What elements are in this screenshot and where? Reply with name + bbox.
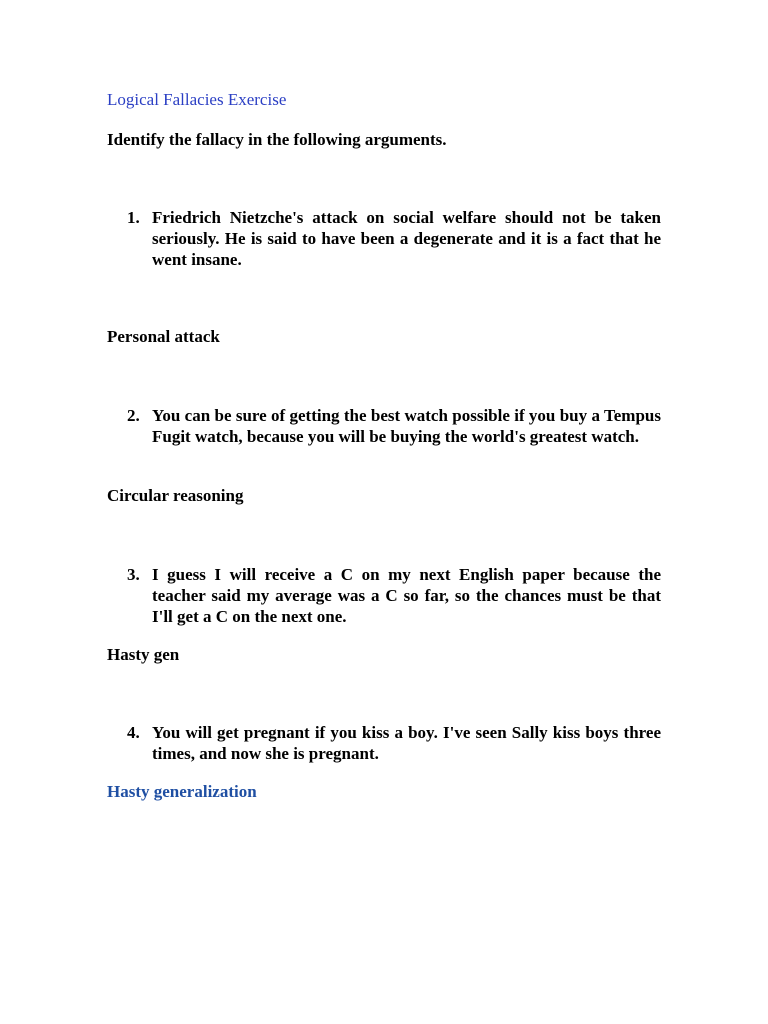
question-number: 1.	[127, 208, 140, 227]
answer-text: Circular reasoning	[107, 486, 244, 505]
question-item	[127, 405, 661, 447]
question-item	[127, 564, 661, 627]
question-text: You can be sure of getting the best watch possible if you buy a Tempus Fugit watch, because you will be buying the world's greatest watch.	[152, 406, 661, 446]
answer-text: Hasty gen	[107, 645, 180, 664]
question-item	[127, 722, 661, 764]
question-number: 4.	[127, 723, 140, 742]
question-text: I guess I will receive a C on my next English paper because the teacher said my average was a C so far, so the chances must be that I'll get a C on the next one.	[152, 565, 661, 626]
question-text: You will get pregnant if you kiss a boy. I've seen Sally kiss boys three times, and now she is pregnant.	[152, 723, 661, 763]
question-number: 2.	[127, 406, 140, 425]
question-item	[127, 207, 661, 270]
answer-text: Hasty generalization	[107, 782, 257, 801]
question-number: 3.	[127, 565, 140, 584]
question-text: Friedrich Nietzche's attack on social welfare should not be taken seriously. He is said to have been a degenerate and it is a fact that he went insane.	[152, 208, 661, 269]
document-title: Logical Fallacies Exercise	[107, 90, 287, 109]
instruction-text: Identify the fallacy in the following arguments.	[107, 130, 447, 149]
answer-text: Personal attack	[107, 327, 220, 346]
